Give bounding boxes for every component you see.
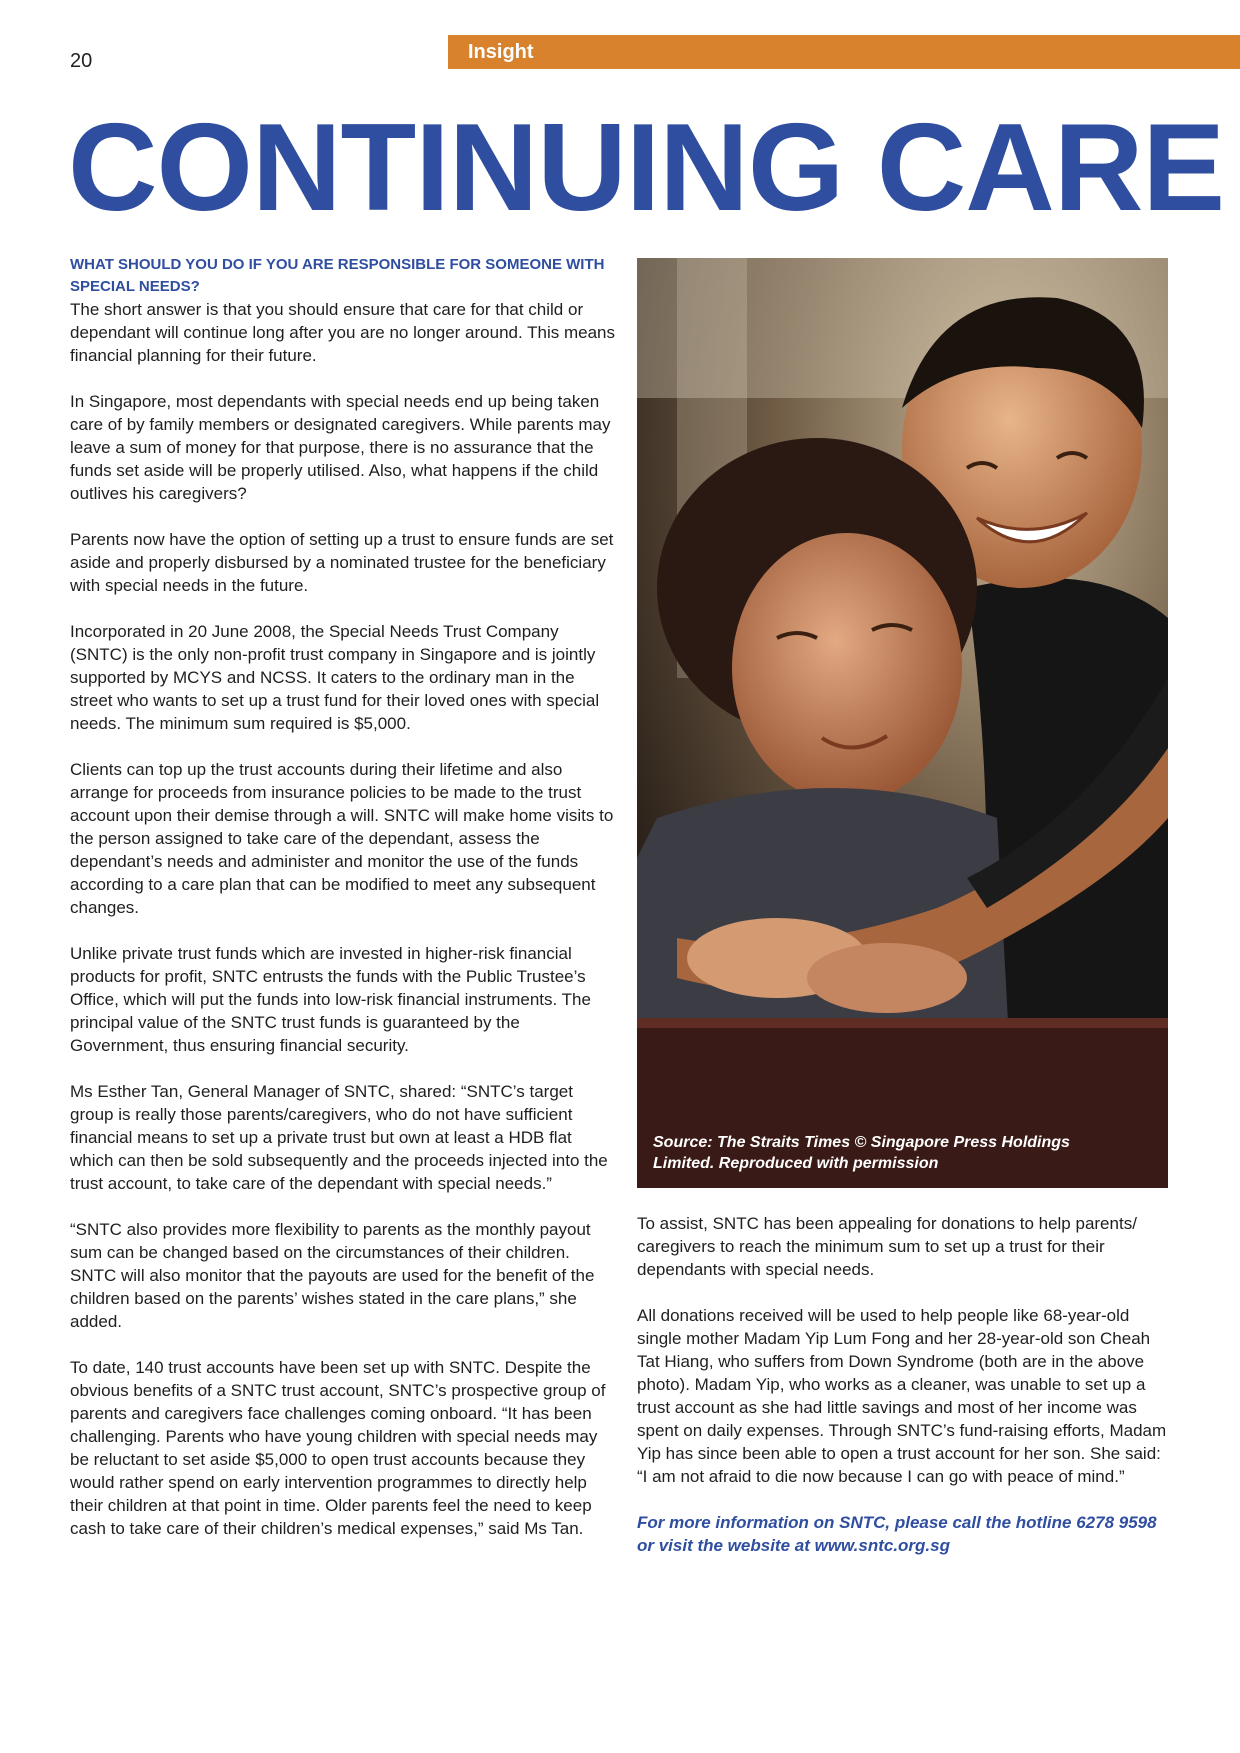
- paragraph: To assist, SNTC has been appealing for donations to help parents/ caregivers to reach the minimum sum to set up a trust for their dependants with special needs.: [637, 1214, 1137, 1279]
- subheading: WHAT SHOULD YOU DO IF YOU ARE RESPONSIBLE FOR SOMEONE WITH SPECIAL NEEDS?: [70, 256, 605, 295]
- page-number: 20: [70, 50, 93, 72]
- left-column: [70, 254, 618, 1563]
- paragraph: Clients can top up the trust accounts during their lifetime and also arrange for proceeds from insurance policies to be made to the trust account upon their demise through a will. SNTC will make home visits to the person assigned to take care of the dependant, assess the dependant’s needs and administer and monitor the use of the funds according to a care plan that can be modified to meet any subsequent changes.: [70, 760, 614, 917]
- paragraph: To date, 140 trust accounts have been set up with SNTC. Despite the obvious benefits of a SNTC trust account, SNTC’s prospective group of parents and caregivers face challenges coming onboard. “It has been challenging. Parents who have young children with special needs may be reluctant to set aside $5,000 to open trust accounts because they would rather spend on early intervention programmes to directly help their children at that point in time. Older parents feel the need to keep cash to take care of their children’s medical expenses,” said Ms Tan.: [70, 1358, 606, 1538]
- photo-illustration: [637, 258, 1168, 1188]
- paragraph: In Singapore, most dependants with special needs end up being taken care of by family members or designated caregivers. While parents may leave a sum of money for that purpose, there is no assurance that the funds set aside will be properly utilised. Also, what happens if the child outlives his caregivers?: [70, 392, 611, 503]
- right-column: [637, 1212, 1173, 1580]
- page-title: CONTINUING CARE: [68, 99, 1225, 237]
- paragraph: The short answer is that you should ensure that care for that child or dependant will continue long after you are no longer around. This means financial planning for their future.: [70, 300, 615, 365]
- paragraph: Incorporated in 20 June 2008, the Special Needs Trust Company (SNTC) is the only non-profit trust company in Singapore and is jointly supported by MCYS and NCSS. It caters to the ordinary man in the street who wants to set up a trust fund for their loved ones with special needs. The minimum sum required is $5,000.: [70, 622, 600, 733]
- paragraph: Ms Esther Tan, General Manager of SNTC, shared: “SNTC’s target group is really those parents/caregivers, who do not have sufficient financial means to set up a private trust but own at least a HDB flat which can then be sold subsequently and the proceeds injected into the trust account, to take care of the dependant with special needs.”: [70, 1082, 608, 1193]
- paragraph: “SNTC also provides more flexibility to parents as the monthly payout sum can be changed based on the circumstances of their children. SNTC will also monitor that the payouts are used for the benefit of the children based on the parents’ wishes stated in the care plans,” she added.: [70, 1220, 595, 1331]
- contact-info: For more information on SNTC, please call the hotline 6278 9598 or visit the website at www.sntc.org.sg: [637, 1513, 1157, 1555]
- section-tab: Insight: [448, 35, 1240, 69]
- paragraph: Unlike private trust funds which are invested in higher-risk financial products for profit, SNTC entrusts the funds with the Public Trustee’s Office, which will put the funds into low-risk financial instruments. The principal value of the SNTC trust funds is guaranteed by the Government, thus ensuring financial security.: [70, 944, 591, 1055]
- photo-caption: Source: The Straits Times © Singapore Press Holdings Limited. Reproduced with permission: [653, 1134, 1070, 1172]
- paragraph: All donations received will be used to help people like 68-year-old single mother Madam Yip Lum Fong and her 28-year-old son Cheah Tat Hiang, who suffers from Down Syndrome (both are in the above photo). Madam Yip, who works as a cleaner, was unable to set up a trust account as she had little savings and most of her income was spent on daily expenses. Through SNTC’s fund-raising efforts, Madam Yip has since been able to open a trust account for her son. She said: “I am not afraid to die now because I can go with peace of mind.”: [637, 1306, 1167, 1486]
- paragraph: Parents now have the option of setting up a trust to ensure funds are set aside and properly disbursed by a nominated trustee for the beneficiary with special needs in the future.: [70, 530, 614, 595]
- photo: [637, 258, 1168, 1188]
